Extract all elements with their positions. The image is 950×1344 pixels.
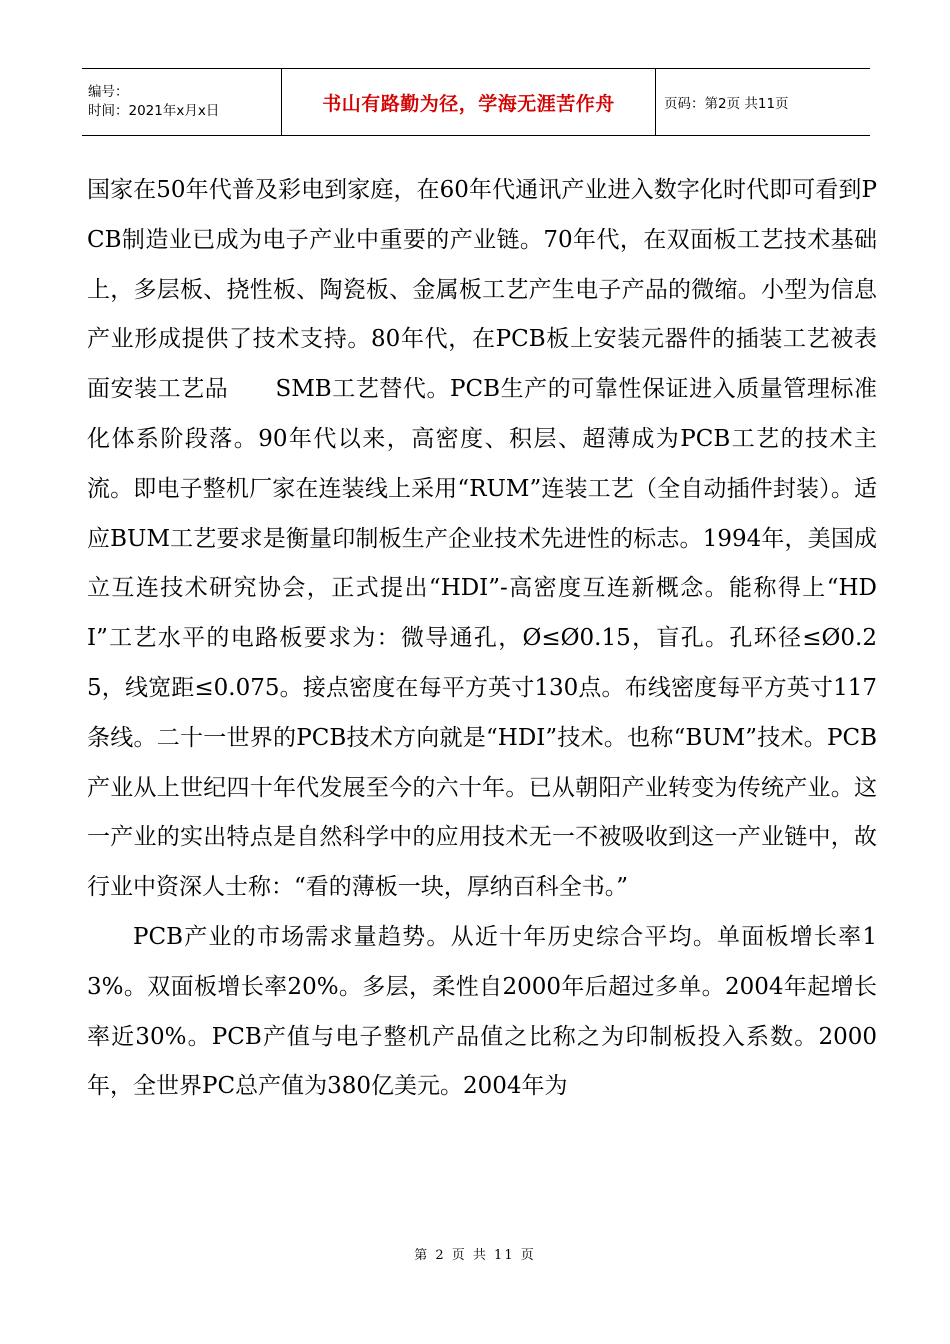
header-page-cell <box>656 69 870 135</box>
document-header <box>82 68 870 136</box>
header-motto: 书山有路勤为径，学海无涯苦作舟 <box>322 92 615 115</box>
body-paragraph-2: PCB产业的市场需求量趋势。从近十年历史综合平均。单面板增长率13%。双面板增长率20%。多层，柔性自2000年后超过多单。2004年起增长率近30%。PCB产值与电子整机产品值之比称之为印制板投入系数。2000年，全世界PC总产值为380亿美元。2004年为 <box>87 923 877 1100</box>
header-page-label: 页码：第2页 共11页 <box>664 96 789 112</box>
document-body <box>87 166 877 1112</box>
header-meta-cell <box>82 69 282 135</box>
document-number-label: 编号： <box>88 84 129 100</box>
document-date-label: 时间：2021年x月x日 <box>88 103 220 119</box>
header-motto-cell <box>282 69 656 135</box>
body-paragraph-1: 国家在50年代普及彩电到家庭，在60年代通讯产业进入数字化时代即可看到PCB制造业已成为电子产业中重要的产业链。70年代，在双面板工艺技术基础上，多层板、挠性板、陶瓷板、金属板工艺产生电子产品的微缩。小型为信息产业形成提供了技术支持。80年代，在PCB板上安装元器件的插装工艺被表面安装工艺品 SMB工艺替代。PCB生产的可靠性保证进入质量管理标准化体系阶段落。90年代以来，高密度、积层、超薄成为PCB工艺的技术主流。即电子整机厂家在连装线上采用“RUM”连装工艺（全自动插件封装）。适应BUM工艺要求是衡量印制板生产企业技术先进性的标志。1994年，美国成立互连技术研究协会，正式提出“HDI”-高密度互连新概念。能称得上“HDI”工艺水平的电路板要求为：微导通孔，Ø≤Ø0.15，盲孔。孔环径≤Ø0.25，线宽距≤0.075。接点密度在每平方英寸130点。布线密度每平方英寸117条线。二十一世界的PCB技术方向就是“HDI”技术。也称“BUM”技术。PCB产业从上世纪四十年代发展至今的六十年。已从朝阳产业转变为传统产业。这一产业的实出特点是自然科学中的应用技术无一不被吸收到这一产业链中，故行业中资深人士称：“看的薄板一块，厚纳百科全书。” <box>87 177 877 901</box>
page-footer: 第 2 页 共 11 页 <box>414 1248 536 1263</box>
